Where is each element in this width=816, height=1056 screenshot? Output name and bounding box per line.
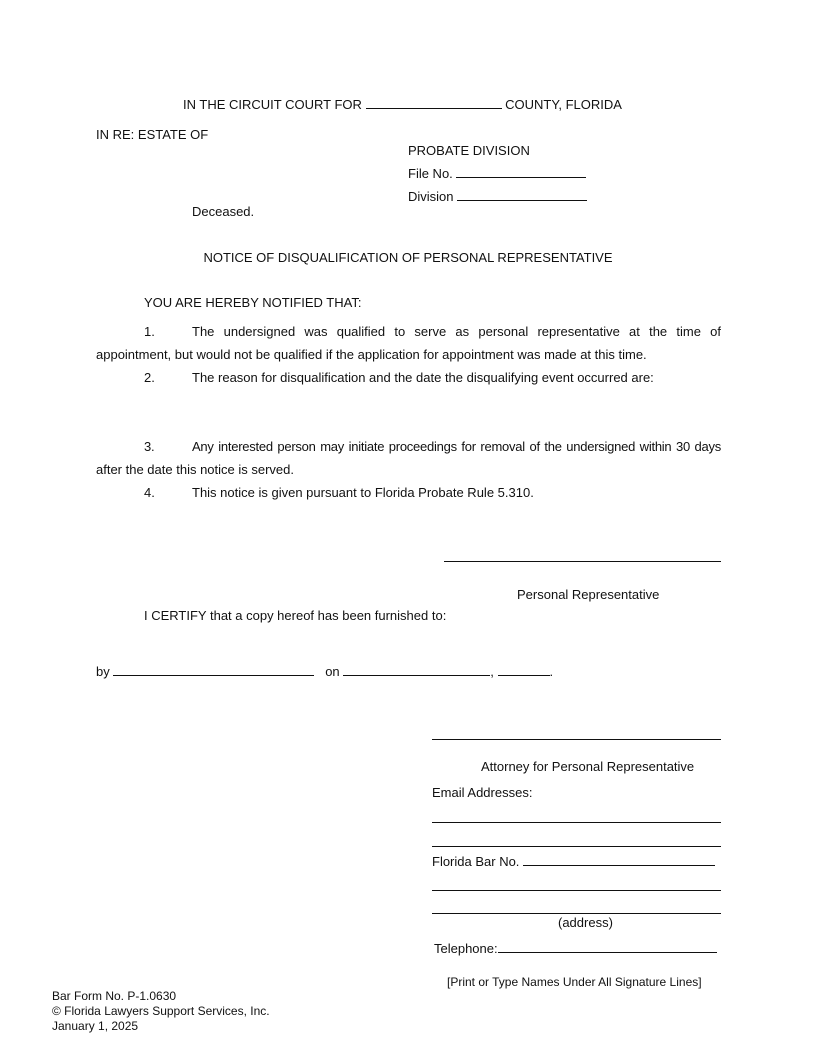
certificate-by-on-row — [96, 664, 553, 680]
telephone-blank — [498, 941, 717, 953]
paragraph-1-number: 1. — [144, 324, 155, 339]
in-re-estate: IN RE: ESTATE OF — [96, 127, 209, 142]
email-label: Email Addresses: — [432, 785, 533, 800]
by-label: by — [96, 664, 110, 679]
court-suffix: COUNTY, FLORIDA — [505, 97, 622, 112]
on-year-blank — [498, 664, 550, 676]
on-comma: , — [490, 664, 494, 679]
form-date: January 1, 2025 — [52, 1019, 139, 1033]
attorney-signature-line — [432, 739, 721, 740]
florida-bar-blank — [523, 854, 715, 866]
florida-bar-label: Florida Bar No. — [432, 854, 520, 869]
attorney-label: Attorney for Personal Representative — [481, 759, 695, 774]
pr-signature-label: Personal Representative — [517, 587, 660, 602]
paragraph-1-continuation: appointment, but would not be qualified if the application for appointment was made at this time. — [96, 347, 647, 362]
county-blank — [366, 97, 502, 109]
court-heading — [183, 97, 622, 113]
pr-signature-line — [444, 561, 721, 562]
email-line-2 — [432, 846, 721, 847]
address-label: (address) — [558, 915, 613, 930]
by-blank — [113, 664, 314, 676]
paragraph-1-text: The undersigned was qualified to serve as personal representative at the time of — [192, 324, 721, 339]
address-line-2 — [432, 913, 721, 914]
paragraph-4-text: This notice is given pursuant to Florida Probate Rule 5.310. — [192, 485, 534, 500]
paragraph-3 — [96, 435, 721, 481]
paragraph-1-line1 — [96, 320, 721, 343]
division-row — [408, 189, 587, 205]
division-blank — [457, 189, 587, 201]
certificate-text: I CERTIFY that a copy hereof has been furnished to: — [144, 608, 447, 623]
file-no-blank — [456, 166, 586, 178]
paragraph-2-text: The reason for disqualification and the date the disqualifying event occurred are: — [192, 370, 654, 385]
paragraph-4-line1 — [96, 481, 721, 504]
telephone-label: Telephone: — [434, 941, 498, 956]
file-no-row — [408, 166, 586, 182]
paragraph-4 — [96, 481, 721, 504]
paragraph-3-continuation: after the date this notice is served. — [96, 462, 294, 477]
paragraph-3-line1 — [96, 435, 721, 458]
paragraph-2-number: 2. — [144, 370, 155, 385]
paragraph-2 — [96, 366, 721, 389]
file-no-label: File No. — [408, 166, 453, 181]
florida-bar-row — [432, 854, 715, 870]
court-prefix: IN THE CIRCUIT COURT FOR — [183, 97, 362, 112]
copyright-notice: © Florida Lawyers Support Services, Inc. — [52, 1004, 270, 1018]
notice-intro: YOU ARE HEREBY NOTIFIED THAT: — [144, 295, 362, 310]
paragraph-4-number: 4. — [144, 485, 155, 500]
paragraph-1 — [96, 320, 721, 366]
paragraph-3-text: Any interested person may initiate proceedings for removal of the undersigned within 30 days — [192, 439, 721, 454]
print-names-note: [Print or Type Names Under All Signature Lines] — [447, 975, 702, 989]
telephone-row — [434, 941, 717, 957]
paragraph-2-line1 — [96, 366, 721, 389]
on-label: on — [325, 664, 340, 679]
bar-form-number: Bar Form No. P-1.0630 — [52, 989, 177, 1003]
on-period: . — [549, 664, 554, 679]
division-label: Division — [408, 189, 454, 204]
document-title: NOTICE OF DISQUALIFICATION OF PERSONAL REPRESENTATIVE — [203, 250, 613, 265]
address-line-1 — [432, 890, 721, 891]
probate-division: PROBATE DIVISION — [408, 143, 530, 158]
deceased-label: Deceased. — [192, 204, 255, 219]
email-line-1 — [432, 822, 721, 823]
on-date-blank — [343, 664, 490, 676]
paragraph-3-number: 3. — [144, 439, 155, 454]
